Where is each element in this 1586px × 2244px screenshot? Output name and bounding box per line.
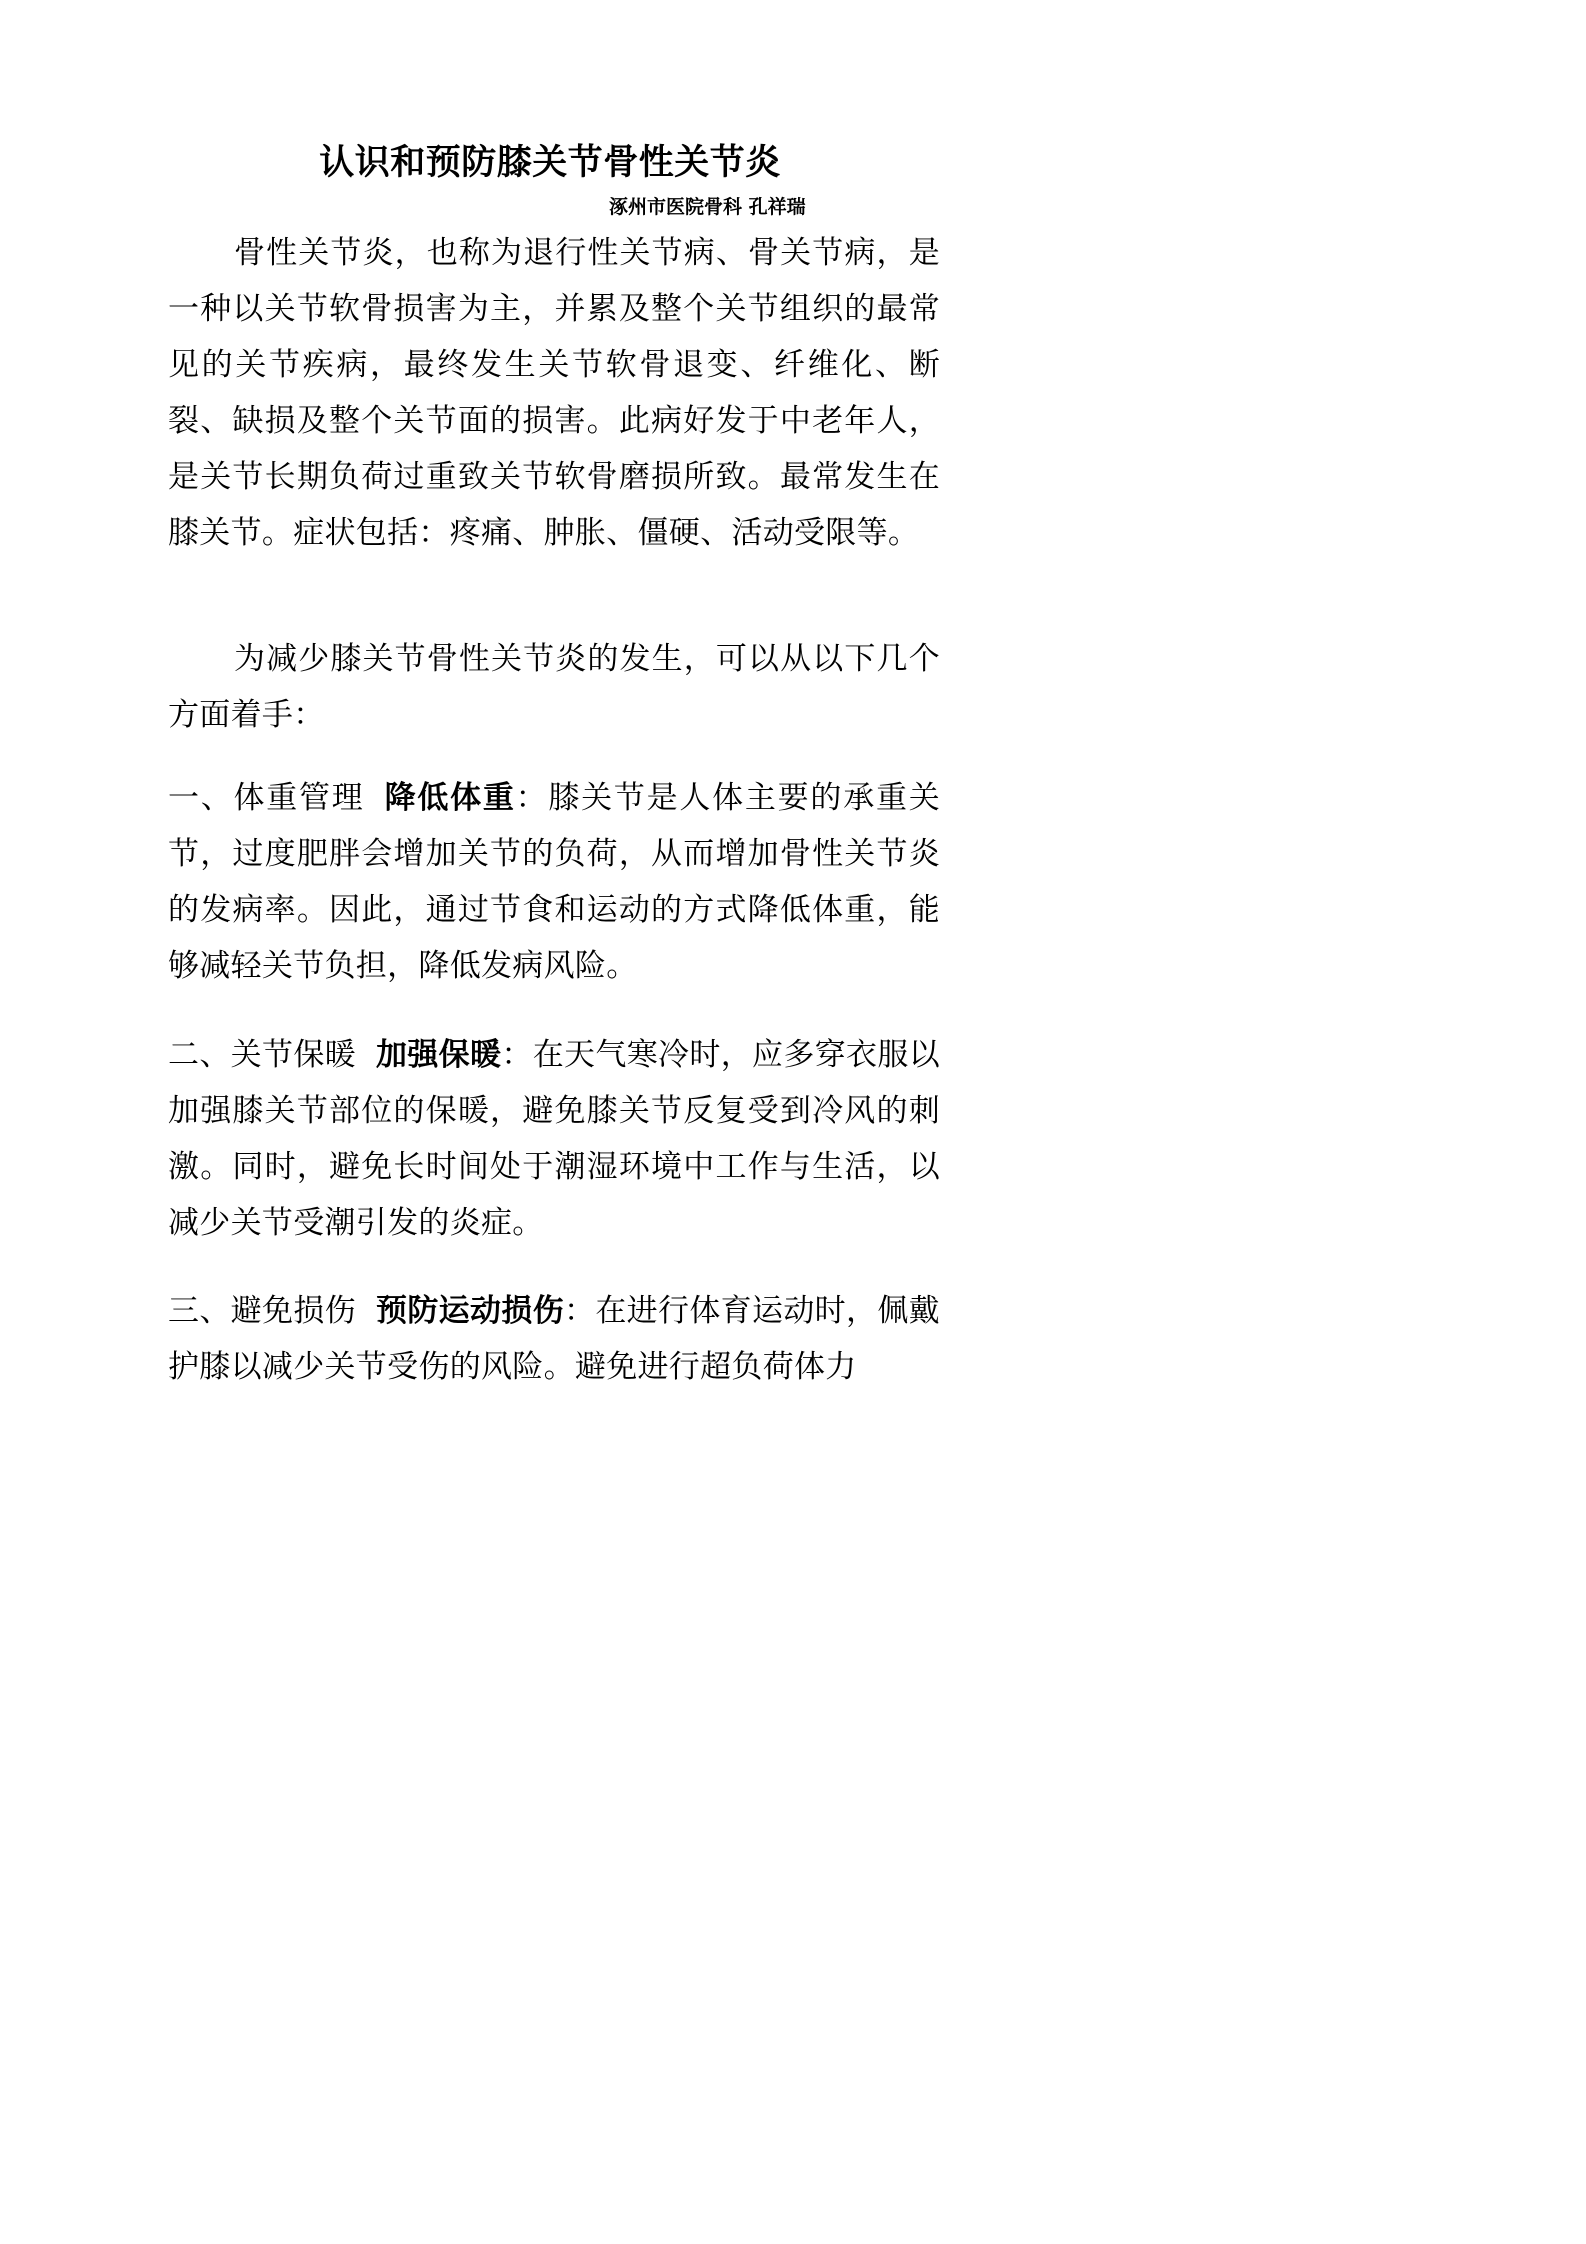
- section-keyword: 预防运动损伤: [376, 1293, 564, 1329]
- author-byline: 涿州市医院骨科 孔祥瑞: [609, 196, 806, 218]
- document-title: 认识和预防膝关节骨性关节炎: [319, 143, 781, 183]
- section-text: ：在天气寒冷时，应多穿衣服以加强膝关节部位的保暖，避免膝关节反复受到冷风的刺激。同时，避免长时间处于潮湿环境中工作与生活，以减少关节受潮引发的炎症。: [168, 1037, 940, 1241]
- intro-paragraph: 骨性关节炎，也称为退行性关节病、骨关节病，是一种以关节软骨损害为主，并累及整个关节组织的最常见的关节疾病，最终发生关节软骨退变、纤维化、断裂、缺损及整个关节面的损害。此病好发于中老年人，是关节长期负荷过重致关节软骨磨损所致。最常发生在膝关节。症状包括：疼痛、肿胀、僵硬、活动受限等。: [168, 235, 940, 551]
- section-label: 三、避免损伤: [168, 1293, 356, 1329]
- section-joint-warmth: [168, 1027, 940, 1251]
- section-label: 二、关节保暖: [168, 1037, 357, 1073]
- lead-in-paragraph: 为减少膝关节骨性关节炎的发生，可以从以下几个方面着手：: [168, 641, 940, 733]
- section-weight-management: [168, 770, 940, 994]
- section-label: 一、体重管理: [168, 780, 365, 816]
- section-keyword: 降低体重: [384, 780, 516, 816]
- section-avoid-injury: [168, 1283, 940, 1395]
- section-text: ：膝关节是人体主要的承重关节，过度肥胖会增加关节的负荷，从而增加骨性关节炎的发病率。因此，通过节食和运动的方式降低体重，能够减轻关节负担，降低发病风险。: [168, 780, 941, 984]
- section-text: ：在进行体育运动时，佩戴护膝以减少关节受伤的风险。避免进行超负荷体力: [168, 1293, 940, 1385]
- section-keyword: 加强保暖: [376, 1037, 502, 1073]
